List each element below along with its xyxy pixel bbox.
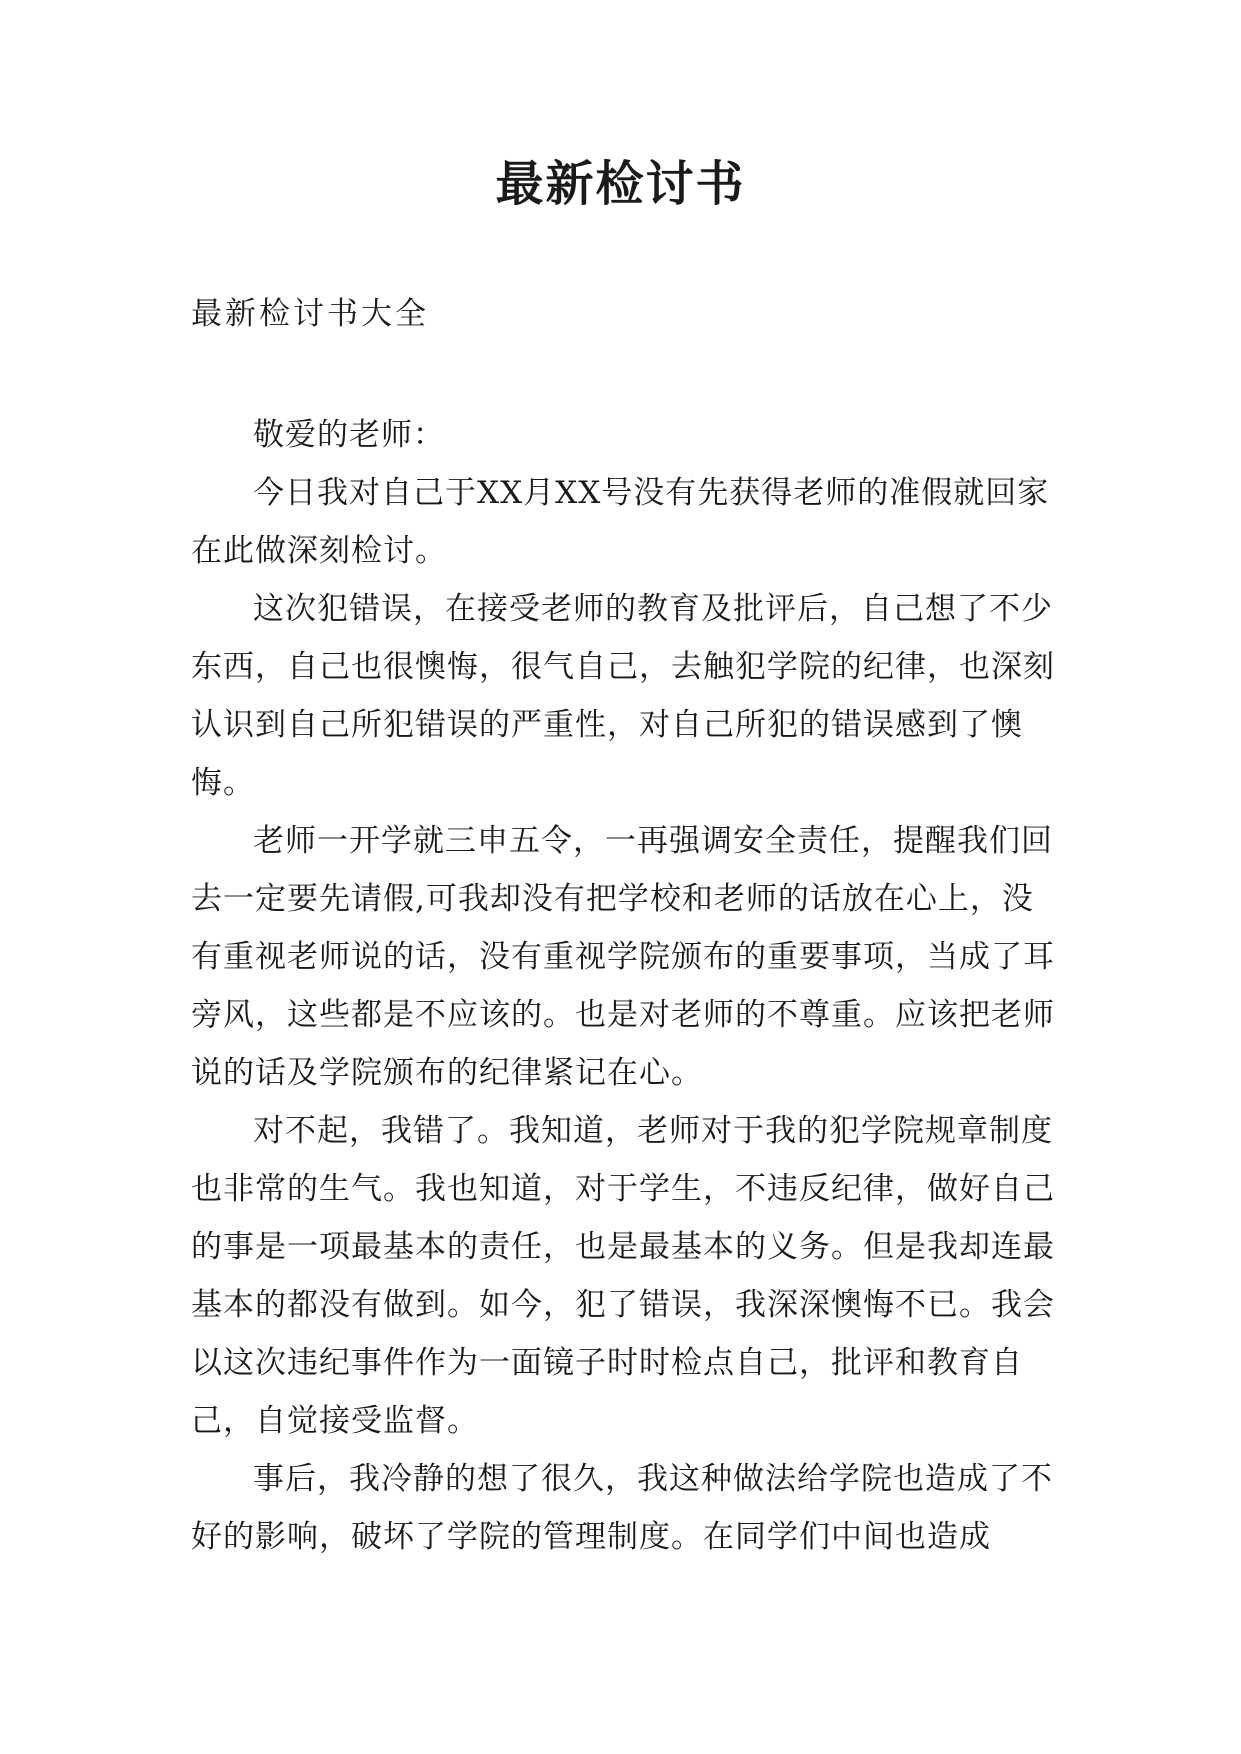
paragraph: 今日我对自己于XX月XX号没有先获得老师的准假就回家在此做深刻检讨。 [191,475,1050,569]
paragraph: 对不起，我错了。我知道，老师对于我的犯学院规章制度也非常的生气。我也知道，对于学生，不违反纪律，做好自己的事是一项最基本的责任，也是最基本的义务。但是我却连最基本的都没有做到。如今，犯了错误，我深深懊悔不已。我会以这次违纪事件作为一面镜子时时检点自己，批评和教育自己，自觉接受监督。 [191,1113,1055,1439]
paragraph: 这次犯错误，在接受老师的教育及批评后，自己想了不少东西，自己也很懊悔，很气自己，去触犯学院的纪律，也深刻认识到自己所犯错误的严重性，对自己所犯的错误感到了懊悔。 [191,591,1055,801]
document-subtitle: 最新检讨书大全 [191,296,429,332]
document-title: 最新检讨书 [495,156,746,212]
salutation: 敬爱的老师： [253,417,445,453]
paragraph: 老师一开学就三申五令，一再强调安全责任，提醒我们回去一定要先请假,可我却没有把学校和老师的话放在心上，没有重视老师说的话，没有重视学院颁布的重要事项，当成了耳旁风，这些都是不应该的。也是对老师的不尊重。应该把老师说的话及学院颁布的纪律紧记在心。 [191,823,1055,1091]
document-body [191,406,1057,1566]
paragraph: 事后，我冷静的想了很久，我这种做法给学院也造成了不好的影响，破坏了学院的管理制度。在同学们中间也造成 [191,1461,1053,1555]
